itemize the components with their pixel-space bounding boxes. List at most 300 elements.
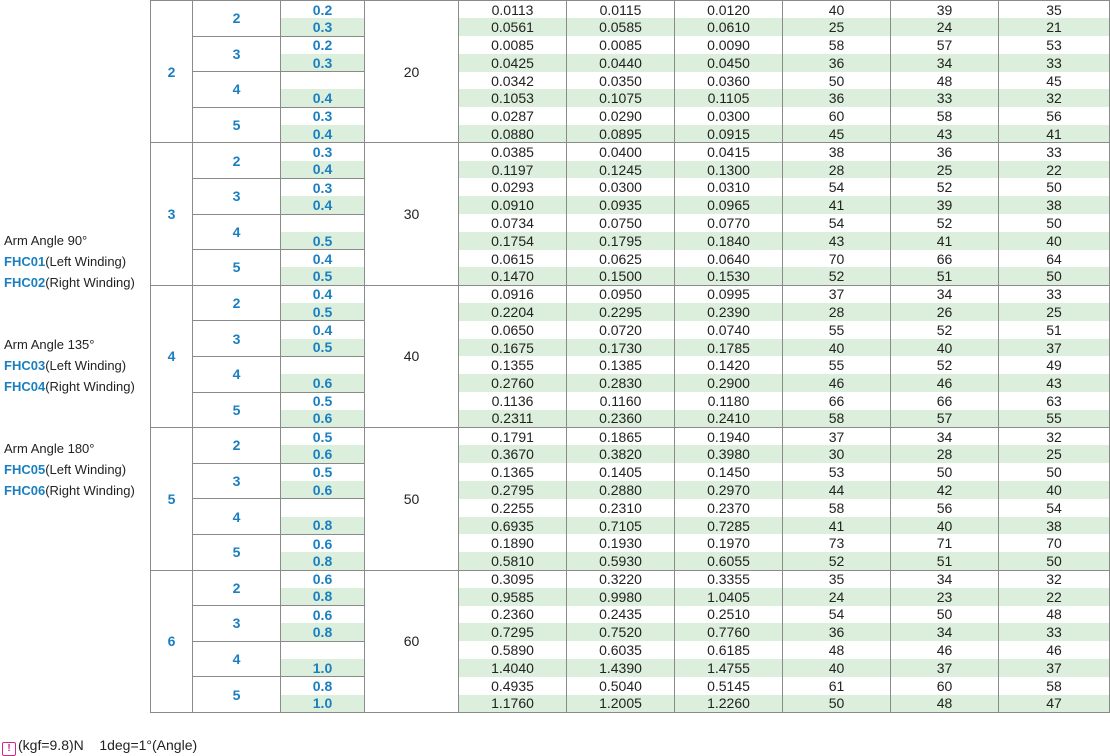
turns-cell: 3 xyxy=(193,178,281,214)
winding-label: (Left Winding) xyxy=(45,254,127,269)
max-angle-cell: 56 xyxy=(891,499,999,517)
spring-constant-cell: 0.3820 xyxy=(567,445,675,463)
spring-constant-cell: 0.1365 xyxy=(459,463,567,481)
wire-diameter-cell: 0.4 xyxy=(281,196,365,214)
wire-diameter-cell: 0.2 xyxy=(281,1,365,19)
turns-cell: 5 xyxy=(193,107,281,143)
max-angle-cell: 58 xyxy=(783,36,891,54)
spring-constant-cell: 0.2390 xyxy=(675,303,783,321)
max-angle-cell: 46 xyxy=(999,641,1110,659)
turns-cell: 2 xyxy=(193,1,281,37)
max-angle-cell: 66 xyxy=(891,250,999,268)
spring-constant-cell: 0.2970 xyxy=(675,481,783,499)
max-angle-cell: 24 xyxy=(891,18,999,36)
angle-note: 1deg=1°(Angle) xyxy=(99,737,198,753)
max-angle-cell: 38 xyxy=(783,143,891,161)
spring-constant-cell: 0.5040 xyxy=(567,677,675,695)
spring-constant-cell: 0.1840 xyxy=(675,232,783,250)
spring-constant-cell: 0.1136 xyxy=(459,392,567,410)
wire-diameter-cell: 0.4 xyxy=(281,161,365,179)
max-angle-cell: 35 xyxy=(783,570,891,588)
turns-cell: 3 xyxy=(193,606,281,642)
max-angle-cell: 25 xyxy=(783,18,891,36)
spring-constant-cell: 0.0910 xyxy=(459,196,567,214)
spring-constant-cell: 0.0650 xyxy=(459,321,567,339)
max-angle-cell: 43 xyxy=(999,374,1110,392)
spring-constant-cell: 0.6185 xyxy=(675,641,783,659)
warning-icon: ! xyxy=(2,742,16,756)
winding-label: (Left Winding) xyxy=(45,462,127,477)
wire-diameter-cell: 0.3 xyxy=(281,143,365,161)
max-angle-cell: 55 xyxy=(999,410,1110,428)
max-angle-cell: 58 xyxy=(783,410,891,428)
spring-constant-cell: 0.2255 xyxy=(459,499,567,517)
wire-diameter-cell: 0.8 xyxy=(281,677,365,695)
max-angle-cell: 34 xyxy=(891,285,999,303)
wire-diameter-cell: 0.4 xyxy=(281,89,365,107)
spring-constant-cell: 0.2795 xyxy=(459,481,567,499)
wire-diameter-cell: 0.8 xyxy=(281,623,365,641)
max-angle-cell: 50 xyxy=(783,695,891,713)
spring-constant-cell: 0.1105 xyxy=(675,89,783,107)
winding-label: (Right Winding) xyxy=(45,379,135,394)
winding-label: (Right Winding) xyxy=(45,483,135,498)
max-angle-cell: 23 xyxy=(891,588,999,606)
max-angle-cell: 66 xyxy=(783,392,891,410)
spring-constant-cell: 0.1890 xyxy=(459,534,567,552)
spring-constant-cell: 0.0300 xyxy=(567,178,675,196)
max-angle-cell: 33 xyxy=(999,54,1110,72)
turns-cell: 4 xyxy=(193,499,281,535)
wire-diameter-cell: 1.0 xyxy=(281,659,365,677)
spring-constant-cell: 0.0090 xyxy=(675,36,783,54)
spring-constant-cell: 0.5810 xyxy=(459,552,567,570)
table-row xyxy=(151,107,1110,125)
max-angle-cell: 36 xyxy=(783,89,891,107)
spring-constant-cell: 0.1197 xyxy=(459,161,567,179)
spring-constant-cell: 0.0350 xyxy=(567,72,675,90)
spring-constant-cell: 0.9980 xyxy=(567,588,675,606)
table-row xyxy=(151,606,1110,624)
spring-constant-cell: 0.1795 xyxy=(567,232,675,250)
max-angle-cell: 39 xyxy=(891,196,999,214)
wire-diameter-cell: 1.0 xyxy=(281,695,365,713)
spring-constant-cell: 0.1970 xyxy=(675,534,783,552)
max-angle-cell: 28 xyxy=(783,303,891,321)
wire-diameter-cell: 0.3 xyxy=(281,18,365,36)
max-angle-cell: 53 xyxy=(999,36,1110,54)
length-cell: 20 xyxy=(365,1,459,143)
max-angle-cell: 34 xyxy=(891,54,999,72)
max-angle-cell: 25 xyxy=(999,445,1110,463)
max-angle-cell: 48 xyxy=(783,641,891,659)
wire-diameter-cell: 0.6 xyxy=(281,534,365,552)
winding-label: (Left Winding) xyxy=(45,358,127,373)
max-angle-cell: 34 xyxy=(891,623,999,641)
spring-constant-cell: 0.0115 xyxy=(567,1,675,19)
turns-cell: 3 xyxy=(193,321,281,357)
unit-note: (kgf=9.8)N xyxy=(18,737,84,753)
wire-diameter-cell: 0.5 xyxy=(281,428,365,446)
max-angle-cell: 52 xyxy=(891,214,999,232)
spring-constant-cell: 0.0880 xyxy=(459,125,567,143)
spring-constant-cell: 0.0740 xyxy=(675,321,783,339)
max-angle-cell: 40 xyxy=(999,232,1110,250)
spring-constant-cell: 0.0615 xyxy=(459,250,567,268)
max-angle-cell: 28 xyxy=(891,445,999,463)
table-row xyxy=(151,161,1110,179)
spring-constant-cell: 0.5145 xyxy=(675,677,783,695)
spring-constant-cell: 0.2311 xyxy=(459,410,567,428)
max-angle-cell: 37 xyxy=(783,428,891,446)
table-row xyxy=(151,499,1110,517)
max-angle-cell: 54 xyxy=(783,606,891,624)
product-code: FHC06 xyxy=(4,483,46,498)
spec-table-body xyxy=(151,1,1110,713)
turns-cell: 4 xyxy=(193,641,281,677)
spring-constant-cell: 0.0287 xyxy=(459,107,567,125)
table-row xyxy=(151,588,1110,606)
spring-constant-cell: 0.6935 xyxy=(459,517,567,535)
spring-constant-cell: 0.1450 xyxy=(675,463,783,481)
table-row xyxy=(151,250,1110,268)
table-row xyxy=(151,481,1110,499)
table-row xyxy=(151,1,1110,19)
max-angle-cell: 56 xyxy=(999,107,1110,125)
spring-constant-cell: 0.1420 xyxy=(675,356,783,374)
max-angle-cell: 54 xyxy=(783,214,891,232)
turns-cell: 5 xyxy=(193,250,281,286)
spring-constant-cell: 0.1730 xyxy=(567,339,675,357)
wire-diameter-cell: 0.5 xyxy=(281,392,365,410)
spring-constant-cell: 1.2260 xyxy=(675,695,783,713)
spring-constant-cell: 0.0415 xyxy=(675,143,783,161)
table-row xyxy=(151,463,1110,481)
max-angle-cell: 25 xyxy=(999,303,1110,321)
wire-diameter-cell xyxy=(281,72,365,90)
spring-constant-cell: 0.0342 xyxy=(459,72,567,90)
max-angle-cell: 50 xyxy=(999,214,1110,232)
turns-cell: 2 xyxy=(193,143,281,179)
max-angle-cell: 63 xyxy=(999,392,1110,410)
table-row xyxy=(151,410,1110,428)
table-row xyxy=(151,196,1110,214)
table-row xyxy=(151,641,1110,659)
spring-constant-cell: 0.0290 xyxy=(567,107,675,125)
max-angle-cell: 33 xyxy=(999,623,1110,641)
spring-constant-cell: 0.0450 xyxy=(675,54,783,72)
spring-constant-cell: 0.0561 xyxy=(459,18,567,36)
wire-diameter-cell: 0.8 xyxy=(281,588,365,606)
spring-constant-cell: 0.0310 xyxy=(675,178,783,196)
max-angle-cell: 55 xyxy=(783,321,891,339)
max-angle-cell: 51 xyxy=(891,267,999,285)
max-angle-cell: 32 xyxy=(999,428,1110,446)
spring-constant-cell: 0.0300 xyxy=(675,107,783,125)
spring-constant-cell: 0.0385 xyxy=(459,143,567,161)
spring-constant-cell: 0.2900 xyxy=(675,374,783,392)
max-angle-cell: 25 xyxy=(891,161,999,179)
spring-constant-cell: 0.0085 xyxy=(567,36,675,54)
spring-constant-cell: 0.0916 xyxy=(459,285,567,303)
table-row xyxy=(151,517,1110,535)
max-angle-cell: 40 xyxy=(999,481,1110,499)
spring-constant-cell: 1.0405 xyxy=(675,588,783,606)
max-angle-cell: 58 xyxy=(891,107,999,125)
max-angle-cell: 55 xyxy=(783,356,891,374)
turns-cell: 2 xyxy=(193,428,281,464)
spring-constant-cell: 0.2435 xyxy=(567,606,675,624)
table-row xyxy=(151,143,1110,161)
spring-constant-cell: 0.0734 xyxy=(459,214,567,232)
max-angle-cell: 46 xyxy=(783,374,891,392)
table-row xyxy=(151,356,1110,374)
table-row xyxy=(151,54,1110,72)
max-angle-cell: 54 xyxy=(999,499,1110,517)
spring-constant-cell: 0.1791 xyxy=(459,428,567,446)
table-row xyxy=(151,267,1110,285)
winding-label: (Right Winding) xyxy=(45,275,135,290)
max-angle-cell: 50 xyxy=(783,72,891,90)
spring-constant-cell: 0.2360 xyxy=(567,410,675,428)
max-angle-cell: 48 xyxy=(891,695,999,713)
max-angle-cell: 41 xyxy=(891,232,999,250)
wire-diameter-cell: 0.6 xyxy=(281,410,365,428)
max-angle-cell: 37 xyxy=(783,285,891,303)
max-angle-cell: 49 xyxy=(999,356,1110,374)
turns-cell: 4 xyxy=(193,214,281,250)
max-angle-cell: 52 xyxy=(783,552,891,570)
spring-constant-cell: 0.7295 xyxy=(459,623,567,641)
table-row xyxy=(151,285,1110,303)
wire-diameter-cell: 0.6 xyxy=(281,374,365,392)
wire-diameter-cell: 0.6 xyxy=(281,606,365,624)
spring-constant-cell: 0.0965 xyxy=(675,196,783,214)
spring-constant-cell: 0.1160 xyxy=(567,392,675,410)
spring-constant-cell: 0.1930 xyxy=(567,534,675,552)
spring-constant-cell: 0.3220 xyxy=(567,570,675,588)
spring-constant-cell: 0.3670 xyxy=(459,445,567,463)
length-cell: 40 xyxy=(365,285,459,427)
spring-constant-cell: 0.0400 xyxy=(567,143,675,161)
spring-constant-cell: 0.2370 xyxy=(675,499,783,517)
max-angle-cell: 50 xyxy=(891,606,999,624)
max-angle-cell: 38 xyxy=(999,196,1110,214)
length-cell: 60 xyxy=(365,570,459,712)
spring-constant-cell: 0.1470 xyxy=(459,267,567,285)
spring-constant-cell: 0.1405 xyxy=(567,463,675,481)
max-angle-cell: 51 xyxy=(891,552,999,570)
max-angle-cell: 26 xyxy=(891,303,999,321)
spring-constant-cell: 0.1500 xyxy=(567,267,675,285)
spring-constant-cell: 0.2204 xyxy=(459,303,567,321)
spring-constant-cell: 0.0750 xyxy=(567,214,675,232)
max-angle-cell: 57 xyxy=(891,36,999,54)
max-angle-cell: 32 xyxy=(999,89,1110,107)
max-angle-cell: 53 xyxy=(783,463,891,481)
spring-constant-cell: 0.0935 xyxy=(567,196,675,214)
spring-constant-cell: 0.1300 xyxy=(675,161,783,179)
spring-constant-cell: 0.5930 xyxy=(567,552,675,570)
spring-constant-cell: 0.2510 xyxy=(675,606,783,624)
spring-constant-cell: 0.1530 xyxy=(675,267,783,285)
max-angle-cell: 61 xyxy=(783,677,891,695)
max-angle-cell: 41 xyxy=(999,125,1110,143)
spring-constant-cell: 0.0113 xyxy=(459,1,567,19)
max-angle-cell: 37 xyxy=(999,659,1110,677)
max-angle-cell: 36 xyxy=(783,623,891,641)
wire-diameter-cell xyxy=(281,214,365,232)
max-angle-cell: 42 xyxy=(891,481,999,499)
table-row xyxy=(151,659,1110,677)
max-angle-cell: 37 xyxy=(891,659,999,677)
arm-angle-label: Arm Angle 135° xyxy=(4,337,95,352)
spring-constant-cell: 0.1675 xyxy=(459,339,567,357)
wire-group-cell: 6 xyxy=(151,570,193,712)
spring-constant-cell: 0.0425 xyxy=(459,54,567,72)
table-row xyxy=(151,445,1110,463)
arm-angle-label: Arm Angle 90° xyxy=(4,233,88,248)
spring-constant-cell: 0.2410 xyxy=(675,410,783,428)
wire-diameter-cell: 0.5 xyxy=(281,463,365,481)
product-code: FHC01 xyxy=(4,254,46,269)
max-angle-cell: 33 xyxy=(999,285,1110,303)
max-angle-cell: 70 xyxy=(783,250,891,268)
max-angle-cell: 34 xyxy=(891,570,999,588)
max-angle-cell: 43 xyxy=(891,125,999,143)
wire-diameter-cell: 0.6 xyxy=(281,445,365,463)
table-row xyxy=(151,623,1110,641)
max-angle-cell: 64 xyxy=(999,250,1110,268)
spring-constant-cell: 0.1355 xyxy=(459,356,567,374)
wire-diameter-cell: 0.5 xyxy=(281,303,365,321)
product-code: FHC05 xyxy=(4,462,46,477)
wire-diameter-cell: 0.3 xyxy=(281,54,365,72)
max-angle-cell: 58 xyxy=(783,499,891,517)
max-angle-cell: 52 xyxy=(891,321,999,339)
spring-constant-cell: 0.3095 xyxy=(459,570,567,588)
max-angle-cell: 57 xyxy=(891,410,999,428)
max-angle-cell: 45 xyxy=(783,125,891,143)
max-angle-cell: 71 xyxy=(891,534,999,552)
spring-constant-cell: 0.0720 xyxy=(567,321,675,339)
wire-diameter-cell: 0.6 xyxy=(281,481,365,499)
max-angle-cell: 70 xyxy=(999,534,1110,552)
spring-constant-cell: 0.1785 xyxy=(675,339,783,357)
max-angle-cell: 47 xyxy=(999,695,1110,713)
spring-constant-cell: 0.0293 xyxy=(459,178,567,196)
spring-constant-cell: 0.7520 xyxy=(567,623,675,641)
wire-diameter-cell: 0.4 xyxy=(281,321,365,339)
table-row xyxy=(151,178,1110,196)
max-angle-cell: 40 xyxy=(783,659,891,677)
max-angle-cell: 41 xyxy=(783,196,891,214)
wire-diameter-cell: 0.8 xyxy=(281,517,365,535)
wire-diameter-cell: 0.5 xyxy=(281,232,365,250)
wire-diameter-cell: 0.3 xyxy=(281,178,365,196)
max-angle-cell: 52 xyxy=(783,267,891,285)
spring-constant-cell: 0.0440 xyxy=(567,54,675,72)
max-angle-cell: 66 xyxy=(891,392,999,410)
max-angle-cell: 48 xyxy=(999,606,1110,624)
max-angle-cell: 60 xyxy=(783,107,891,125)
spring-constant-cell: 0.2830 xyxy=(567,374,675,392)
max-angle-cell: 28 xyxy=(783,161,891,179)
max-angle-cell: 24 xyxy=(783,588,891,606)
spring-constant-cell: 0.0995 xyxy=(675,285,783,303)
spring-constant-cell: 0.7105 xyxy=(567,517,675,535)
wire-diameter-cell: 0.4 xyxy=(281,250,365,268)
wire-diameter-cell: 0.4 xyxy=(281,125,365,143)
spring-constant-cell: 0.6035 xyxy=(567,641,675,659)
spring-constant-cell: 0.1385 xyxy=(567,356,675,374)
turns-cell: 5 xyxy=(193,392,281,428)
wire-diameter-cell xyxy=(281,356,365,374)
wire-diameter-cell: 0.2 xyxy=(281,36,365,54)
spring-constant-cell: 0.0585 xyxy=(567,18,675,36)
spring-constant-cell: 0.0915 xyxy=(675,125,783,143)
turns-cell: 4 xyxy=(193,356,281,392)
max-angle-cell: 50 xyxy=(999,267,1110,285)
table-row xyxy=(151,232,1110,250)
max-angle-cell: 45 xyxy=(999,72,1110,90)
max-angle-cell: 38 xyxy=(999,517,1110,535)
max-angle-cell: 50 xyxy=(999,463,1110,481)
product-legend xyxy=(0,0,150,732)
spring-constant-cell: 0.1180 xyxy=(675,392,783,410)
spring-constant-cell: 0.0360 xyxy=(675,72,783,90)
wire-diameter-cell: 0.5 xyxy=(281,267,365,285)
spring-constant-cell: 0.0610 xyxy=(675,18,783,36)
table-row xyxy=(151,36,1110,54)
length-cell: 30 xyxy=(365,143,459,285)
product-code: FHC03 xyxy=(4,358,46,373)
spring-constant-cell: 1.4755 xyxy=(675,659,783,677)
max-angle-cell: 60 xyxy=(891,677,999,695)
footer-note xyxy=(2,737,197,756)
length-cell: 50 xyxy=(365,428,459,570)
wire-group-cell: 3 xyxy=(151,143,193,285)
spring-constant-cell: 0.5890 xyxy=(459,641,567,659)
max-angle-cell: 43 xyxy=(783,232,891,250)
max-angle-cell: 30 xyxy=(783,445,891,463)
spring-constant-cell: 0.0770 xyxy=(675,214,783,232)
max-angle-cell: 40 xyxy=(891,339,999,357)
spring-constant-cell: 0.0895 xyxy=(567,125,675,143)
spring-constant-cell: 1.2005 xyxy=(567,695,675,713)
table-row xyxy=(151,89,1110,107)
spring-spec-table xyxy=(150,0,1110,713)
wire-diameter-cell xyxy=(281,499,365,517)
max-angle-cell: 48 xyxy=(891,72,999,90)
max-angle-cell: 73 xyxy=(783,534,891,552)
turns-cell: 3 xyxy=(193,36,281,72)
max-angle-cell: 22 xyxy=(999,161,1110,179)
table-row xyxy=(151,534,1110,552)
max-angle-cell: 41 xyxy=(783,517,891,535)
max-angle-cell: 22 xyxy=(999,588,1110,606)
turns-cell: 5 xyxy=(193,534,281,570)
spring-constant-cell: 1.1760 xyxy=(459,695,567,713)
spring-constant-cell: 0.1865 xyxy=(567,428,675,446)
spring-constant-cell: 0.2760 xyxy=(459,374,567,392)
max-angle-cell: 39 xyxy=(891,1,999,19)
spring-constant-cell: 0.2360 xyxy=(459,606,567,624)
legend-group-90 xyxy=(4,230,135,293)
max-angle-cell: 51 xyxy=(999,321,1110,339)
table-row xyxy=(151,125,1110,143)
spring-constant-cell: 0.0640 xyxy=(675,250,783,268)
